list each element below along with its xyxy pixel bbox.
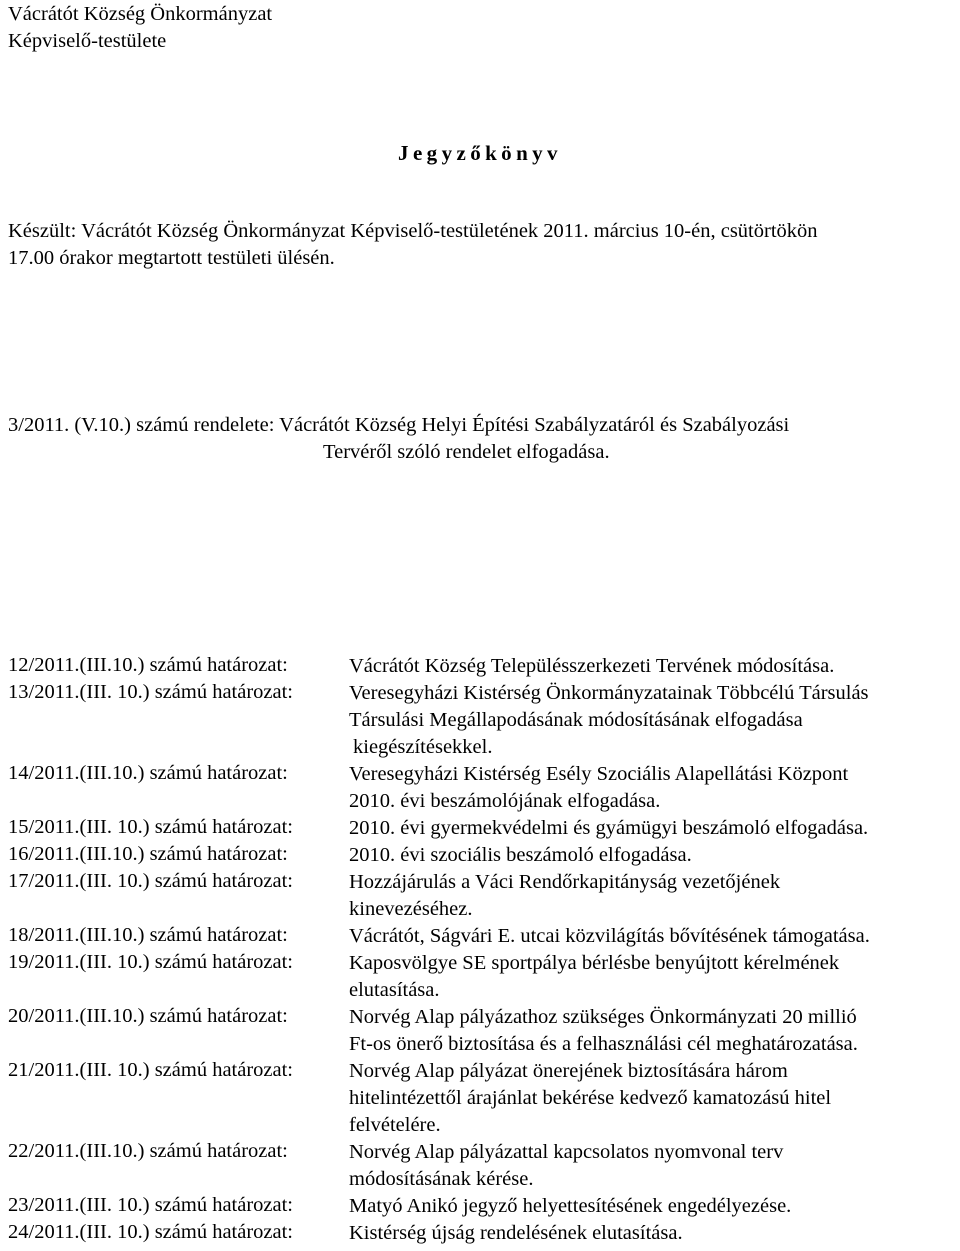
resolution-subject-line: Vácrátót, Ságvári E. utcai közvilágítás bővítésének támogatása.	[349, 925, 870, 947]
resolution-subject-line: Kaposvölgye SE sportpálya bérlésbe benyújtott kérelmének	[349, 952, 840, 974]
resolution-number: 12/2011.(III.10.) számú határozat:	[8, 654, 288, 676]
ordinance-line-2: Tervéről szóló rendelet elfogadása.	[323, 441, 610, 463]
resolution-subject-line: Veresegyházi Kistérség Esély Szociális Alapellátási Központ	[349, 763, 849, 785]
resolution-number: 16/2011.(III.10.) számú határozat:	[8, 843, 288, 865]
resolution-number: 24/2011.(III. 10.) számú határozat:	[8, 1221, 293, 1243]
resolution-subject	[349, 1058, 957, 1139]
resolution-number: 17/2011.(III. 10.) számú határozat:	[8, 870, 293, 892]
ordinance-line-1: 3/2011. (V.10.) számú rendelete: Vácrátót Község Helyi Építési Szabályzatáról és Szabályozási	[8, 414, 790, 436]
resolution-subject	[349, 761, 957, 815]
resolution-subject-line: Kistérség újság rendelésének elutasítása.	[349, 1222, 683, 1244]
resolution-subject-line: Ft-os önerő biztosítása és a felhasználási cél meghatározatása.	[349, 1033, 858, 1055]
resolution-subject-line: felvételére.	[349, 1114, 441, 1136]
resolution-number: 13/2011.(III. 10.) számú határozat:	[8, 681, 293, 703]
resolution-subject	[349, 950, 957, 1004]
resolution-number: 21/2011.(III. 10.) számú határozat:	[8, 1059, 293, 1081]
resolution-subject-line: Norvég Alap pályázathoz szükséges Önkormányzati 20 millió	[349, 1006, 857, 1028]
resolution-number: 20/2011.(III.10.) számú határozat:	[8, 1005, 288, 1027]
resolution-subject-line: 2010. évi gyermekvédelmi és gyámügyi beszámoló elfogadása.	[349, 817, 869, 839]
resolution-subject-line: Matyó Anikó jegyző helyettesítésének engedélyezése.	[349, 1195, 792, 1217]
resolution-subject-line: Norvég Alap pályázat önerejének biztosítására három	[349, 1060, 788, 1082]
resolution-subject-line: elutasítása.	[349, 979, 440, 1001]
resolution-subject	[349, 923, 957, 950]
resolution-subject-line: módosításának kérése.	[349, 1168, 534, 1190]
document-title: Jegyzőkönyv	[398, 141, 562, 165]
resolution-subject	[349, 815, 957, 842]
resolution-number: 18/2011.(III.10.) számú határozat:	[8, 924, 288, 946]
resolution-number: 19/2011.(III. 10.) számú határozat:	[8, 951, 293, 973]
council-body: Képviselő-testülete	[8, 30, 167, 52]
resolution-subject	[349, 680, 957, 761]
resolution-subject-line: Veresegyházi Kistérség Önkormányzatainak Többcélú Társulás	[349, 682, 869, 704]
council-name: Vácrátót Község Önkormányzat	[8, 3, 273, 25]
resolution-subject-line: Vácrátót Község Településszerkezeti Tervének módosítása.	[349, 655, 835, 677]
resolution-subject	[349, 869, 957, 923]
resolution-number: 14/2011.(III.10.) számú határozat:	[8, 762, 288, 784]
resolution-subject-line: 2010. évi beszámolójának elfogadása.	[349, 790, 661, 812]
resolution-subject-line: Hozzájárulás a Váci Rendőrkapitányság vezetőjének	[349, 871, 781, 893]
resolution-subject	[349, 1139, 957, 1193]
intro-line-1: Készült: Vácrátót Község Önkormányzat Képviselő-testületének 2011. március 10-én, csütörtökön	[8, 220, 818, 242]
resolution-subject-line: Társulási Megállapodásának módosításának elfogadása	[349, 709, 803, 731]
resolution-subject-line: hitelintézettől árajánlat bekérése kedvező kamatozású hitel	[349, 1087, 832, 1109]
resolution-subject	[349, 842, 957, 869]
resolution-subject-line: kinevezéséhez.	[349, 898, 473, 920]
resolution-subject-line: kiegészítésekkel.	[353, 736, 493, 758]
resolution-number: 23/2011.(III. 10.) számú határozat:	[8, 1194, 293, 1216]
intro-line-2: 17.00 órakor megtartott testületi ülésén.	[8, 247, 335, 269]
resolution-subject-line: Norvég Alap pályázattal kapcsolatos nyomvonal terv	[349, 1141, 784, 1163]
resolution-subject	[349, 1193, 957, 1220]
resolution-subject-line: 2010. évi szociális beszámoló elfogadása.	[349, 844, 692, 866]
resolution-number: 22/2011.(III.10.) számú határozat:	[8, 1140, 288, 1162]
resolution-number: 15/2011.(III. 10.) számú határozat:	[8, 816, 293, 838]
resolution-subject	[349, 653, 957, 680]
resolution-subject	[349, 1220, 957, 1247]
resolution-subject	[349, 1004, 957, 1058]
